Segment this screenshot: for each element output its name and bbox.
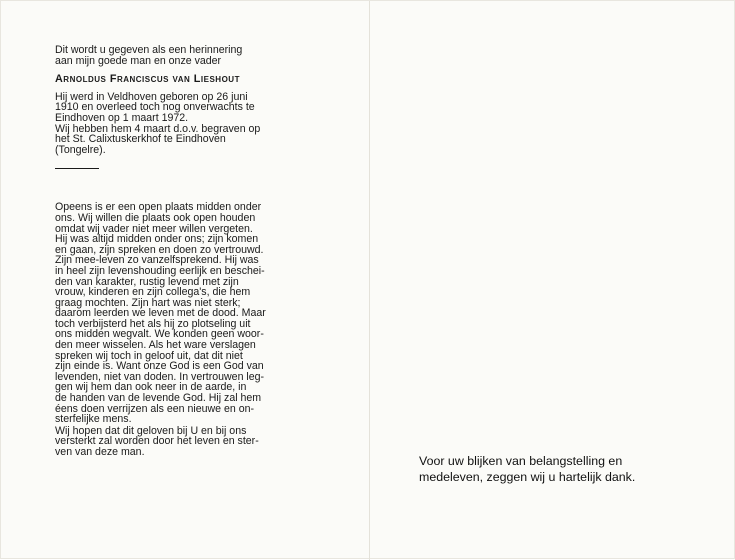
left-page [55,45,317,458]
card-fold-line [369,1,370,560]
section-divider [55,168,99,169]
closing-text: Wij hopen dat dit geloven bij U en bij ons versterkt zal worden door het leven en ster- ven van deze man. [55,424,259,458]
meditation-text: Opeens is er een open plaats midden onder ons. Wij willen die plaats ook open houden omdat wij vader niet meer willen vergeten. Hij was altijd midden onder ons; zijn komen en gaan, zijn spreken en doen zo vertrouwd. Zijn mee-leven zo vanzelfsprekend. Hij was in heel zijn levenshouding eerlijk en beschei- den van karakter, rustig levend met zijn vrouw, kinderen en zijn collega's, die hem graag mochten. Zijn hart was niet sterk; daarom leerden we leven met de dood. Maar toch verbijsterd het als hij zo plotseling uit ons midden wegvalt. We konden geen woor- den meer wisselen. Als het ware verslagen spreken wij toch in geloof uit, dat dit niet zijn einde is. Want onze God is een God van levenden, niet van doden. In vertrouwen leg- gen wij hem dan ook neer in de aarde, in de handen van de levende God. Hij zal hem éens doen verrijzen als een nieuwe en on- sterfelijke mens. [55,201,266,426]
intro-text: Dit wordt u gegeven als een herinnering aan mijn goede man en onze vader [55,44,243,67]
biography-text: Hij werd in Veldhoven geboren op 26 juni 1910 en overleed toch nog onverwachts te Eindhoven op 1 maart 1972. Wij hebben hem 4 maart d.o.v. begraven op het St. Calixtuskerkhof te Eindhoven (Tongelre). [55,90,261,156]
deceased-name: Arnoldus Franciscus van Lieshout [55,73,240,86]
thank-you-text: Voor uw blijken van belangstelling en medeleven, zeggen wij u hartelijk dank. [419,454,636,484]
